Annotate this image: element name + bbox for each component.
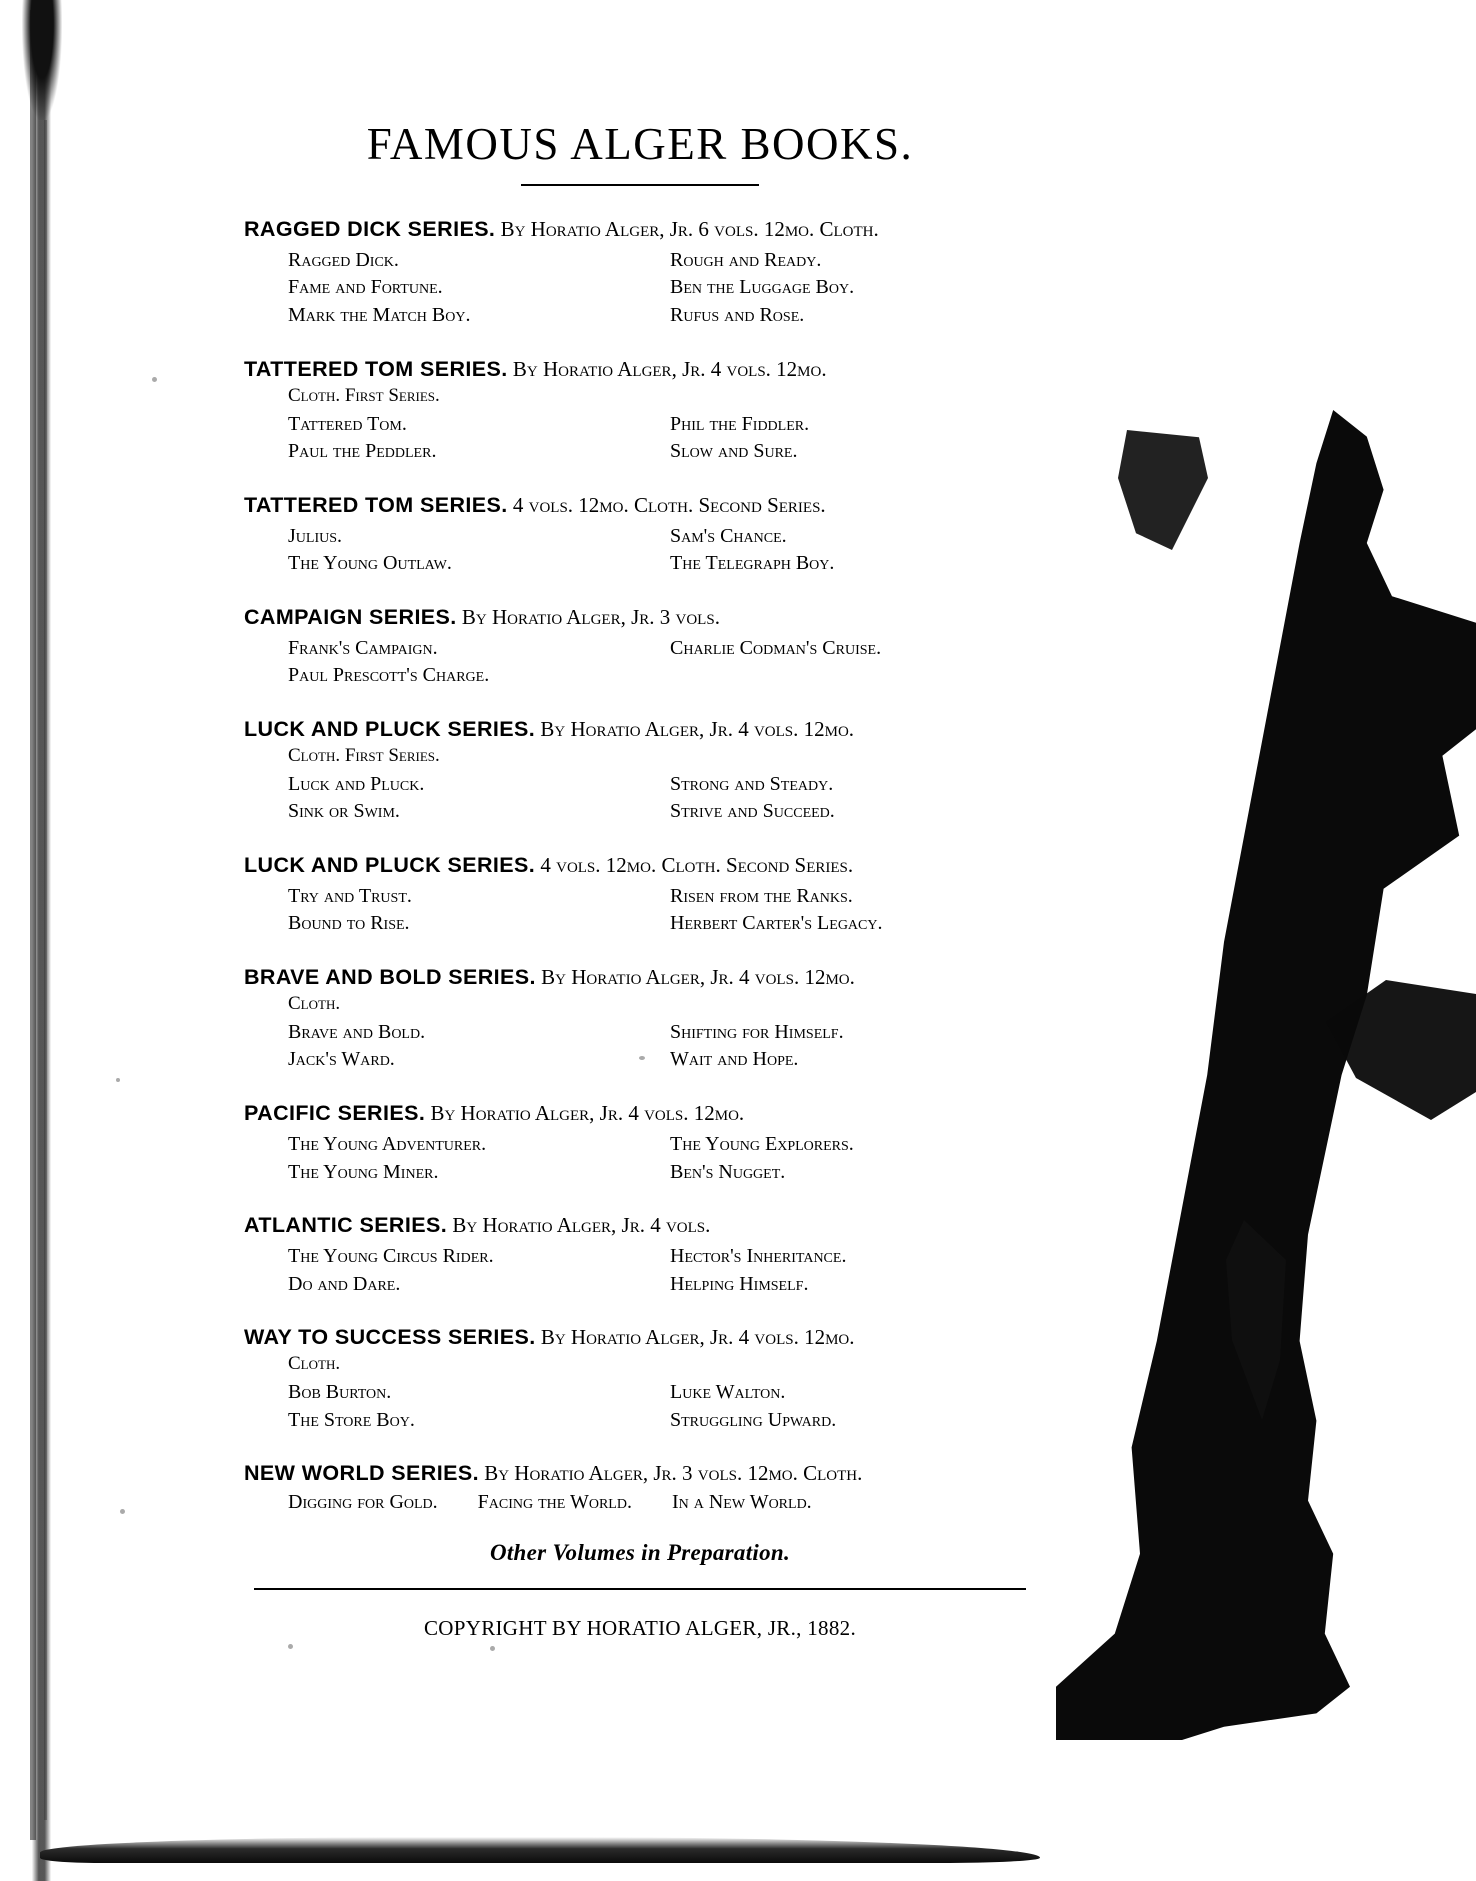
series-titles	[288, 883, 1040, 938]
series-name: LUCK AND PLUCK SERIES.	[244, 852, 536, 877]
title-row	[288, 302, 1040, 330]
book-title: Tattered Tom.	[288, 412, 407, 435]
book-title: The Store Boy.	[288, 1408, 415, 1431]
book-title: Bound to Rise.	[288, 912, 410, 935]
title-row	[288, 1271, 1040, 1299]
series-heading	[244, 1100, 1040, 1127]
book-title: Luck and Pluck.	[288, 772, 425, 795]
series-name: NEW WORLD SERIES.	[244, 1461, 479, 1486]
series-heading	[244, 356, 1040, 383]
title-row	[288, 1159, 1040, 1187]
series-block	[240, 852, 1040, 938]
title-row	[288, 883, 1040, 911]
page-title: FAMOUS ALGER BOOKS.	[366, 119, 914, 169]
series-byline: By Horatio Alger, Jr. 3 vols. 12mo. Cloth.	[484, 1461, 863, 1486]
scan-top-left-blob	[22, 0, 62, 120]
book-title: Paul Prescott's Charge.	[288, 664, 490, 687]
title-row	[288, 1379, 1040, 1407]
book-title: Strong and Steady.	[670, 772, 834, 795]
title-row	[288, 247, 1040, 275]
title-row	[288, 771, 1040, 799]
series-name: RAGGED DICK SERIES.	[244, 217, 496, 241]
book-title: Hector's Inheritance.	[670, 1244, 847, 1267]
book-title: Herbert Carter's Legacy.	[670, 912, 883, 935]
series-block	[240, 964, 1040, 1074]
series-block	[240, 716, 1040, 826]
book-title: Fame and Fortune.	[288, 276, 443, 299]
book-title: Jack's Ward.	[288, 1048, 395, 1071]
title-row	[288, 798, 1040, 826]
series-titles	[288, 1243, 1040, 1298]
book-title: Paul the Peddler.	[288, 440, 437, 463]
book-title: Ben the Luggage Boy.	[670, 276, 855, 299]
preparation-note: Other Volumes in Preparation.	[489, 1540, 791, 1566]
series-name: BRAVE AND BOLD SERIES.	[244, 964, 536, 989]
series-block	[240, 356, 1040, 466]
title-row	[288, 523, 1040, 551]
series-block	[240, 1100, 1040, 1186]
series-titles	[288, 1379, 1040, 1434]
scan-dust-speck	[120, 1509, 125, 1514]
series-block	[240, 604, 1040, 690]
series-byline: By Horatio Alger, Jr. 4 vols. 12mo.	[540, 1325, 855, 1350]
series-heading	[244, 852, 1040, 879]
series-titles	[288, 523, 1040, 578]
book-title: Ben's Nugget.	[670, 1160, 786, 1183]
title-row	[288, 1131, 1040, 1159]
book-title: The Telegraph Boy.	[670, 552, 835, 575]
series-heading	[244, 964, 1040, 991]
book-title: Try and Trust.	[288, 884, 412, 907]
scan-bottom-shadow	[40, 1837, 1040, 1863]
series-name: CAMPAIGN SERIES.	[244, 604, 457, 629]
series-heading	[244, 216, 1040, 243]
title-row	[288, 274, 1040, 302]
series-byline: By Horatio Alger, Jr. 4 vols. 12mo.	[512, 356, 827, 381]
series-heading	[244, 1324, 1040, 1351]
series-subline: Cloth. First Series.	[288, 744, 440, 766]
series-block	[240, 1212, 1040, 1298]
series-byline: 4 vols. 12mo. Cloth. Second Series.	[512, 492, 826, 517]
series-titles	[288, 247, 1040, 330]
title-row	[288, 910, 1040, 938]
book-title: Rufus and Rose.	[670, 304, 805, 327]
series-subline: Cloth.	[288, 1353, 341, 1375]
copyright-notice: COPYRIGHT BY HORATIO ALGER, JR., 1882.	[423, 1616, 856, 1641]
title-row	[288, 662, 1040, 690]
book-title: Rough and Ready.	[670, 248, 822, 271]
series-subline: Cloth.	[288, 992, 341, 1014]
scan-left-edge-faint-line	[44, 120, 47, 1820]
book-title: Bob Burton.	[288, 1381, 392, 1404]
scan-dust-speck	[288, 1644, 293, 1649]
series-block	[240, 216, 1040, 330]
book-title: Phil the Fiddler.	[670, 412, 810, 435]
series-name: TATTERED TOM SERIES.	[244, 492, 508, 517]
book-title: Sink or Swim.	[288, 800, 400, 823]
series-titles	[288, 411, 1040, 466]
title-row	[288, 550, 1040, 578]
book-title: Brave and Bold.	[288, 1020, 426, 1043]
title-row	[288, 1407, 1040, 1435]
series-byline: By Horatio Alger, Jr. 4 vols.	[452, 1213, 711, 1238]
series-titles	[288, 1131, 1040, 1186]
title-row	[288, 1019, 1040, 1047]
series-titles	[288, 1491, 1040, 1514]
book-title: Julius.	[288, 524, 343, 547]
book-title: Helping Himself.	[670, 1272, 809, 1295]
series-name: LUCK AND PLUCK SERIES.	[244, 716, 536, 741]
series-name: ATLANTIC SERIES.	[244, 1213, 448, 1238]
series-name: PACIFIC SERIES.	[244, 1101, 426, 1126]
title-row	[288, 635, 1040, 663]
book-title: Sam's Chance.	[670, 524, 787, 547]
series-heading	[244, 716, 1040, 743]
scan-left-edge-artifact	[18, 0, 64, 1881]
series-byline: 4 vols. 12mo. Cloth. Second Series.	[540, 852, 854, 877]
title-row	[288, 1046, 1040, 1074]
book-title: Facing the World.	[477, 1491, 632, 1514]
book-title: The Young Miner.	[288, 1160, 439, 1183]
book-title: Slow and Sure.	[670, 440, 798, 463]
book-title: Luke Walton.	[670, 1381, 786, 1404]
series-heading	[244, 1460, 1040, 1487]
scan-right-speck-upper	[1118, 430, 1208, 550]
scan-dust-speck	[152, 377, 157, 382]
book-title: Wait and Hope.	[670, 1048, 799, 1071]
series-titles	[288, 635, 1040, 690]
series-byline: By Horatio Alger, Jr. 4 vols. 12mo.	[541, 964, 855, 989]
book-title: Strive and Succeed.	[670, 800, 835, 823]
footer-divider	[254, 1588, 1026, 1590]
title-row	[288, 1243, 1040, 1271]
series-block	[240, 492, 1040, 578]
series-block	[240, 1460, 1040, 1514]
title-row	[288, 438, 1040, 466]
book-title: Ragged Dick.	[288, 248, 399, 271]
series-titles	[288, 1019, 1040, 1074]
series-byline: By Horatio Alger, Jr. 6 vols. 12mo. Cloth.	[500, 217, 879, 241]
series-byline: By Horatio Alger, Jr. 3 vols.	[461, 604, 720, 629]
book-title: Digging for Gold.	[288, 1491, 438, 1514]
book-title: Charlie Codman's Cruise.	[670, 636, 882, 659]
book-title: The Young Outlaw.	[288, 552, 452, 575]
title-row	[288, 411, 1040, 439]
book-title: Frank's Campaign.	[288, 636, 438, 659]
book-title: Risen from the Ranks.	[670, 884, 853, 907]
book-title: Do and Dare.	[288, 1272, 401, 1295]
book-title: In a New World.	[671, 1491, 812, 1514]
title-divider	[521, 184, 759, 186]
series-block	[240, 1324, 1040, 1434]
series-name: WAY TO SUCCESS SERIES.	[244, 1325, 536, 1350]
scan-dust-speck	[490, 1646, 495, 1651]
book-title: Struggling Upward.	[670, 1408, 837, 1431]
scan-left-edge-line	[30, 10, 36, 1840]
series-name: TATTERED TOM SERIES.	[244, 356, 508, 381]
scan-dust-speck	[116, 1078, 120, 1082]
series-titles	[288, 771, 1040, 826]
book-title: The Young Circus Rider.	[288, 1244, 494, 1267]
page-content	[240, 118, 1040, 1641]
series-heading	[244, 604, 1040, 631]
series-byline: By Horatio Alger, Jr. 4 vols. 12mo.	[430, 1101, 745, 1126]
book-title: Mark the Match Boy.	[288, 304, 471, 327]
book-title: The Young Explorers.	[670, 1132, 854, 1155]
series-byline: By Horatio Alger, Jr. 4 vols. 12mo.	[540, 716, 855, 741]
series-heading	[244, 492, 1040, 519]
book-title: The Young Adventurer.	[288, 1132, 487, 1155]
book-title: Shifting for Himself.	[670, 1020, 844, 1043]
series-heading	[244, 1212, 1040, 1239]
series-subline: Cloth. First Series.	[288, 384, 440, 406]
